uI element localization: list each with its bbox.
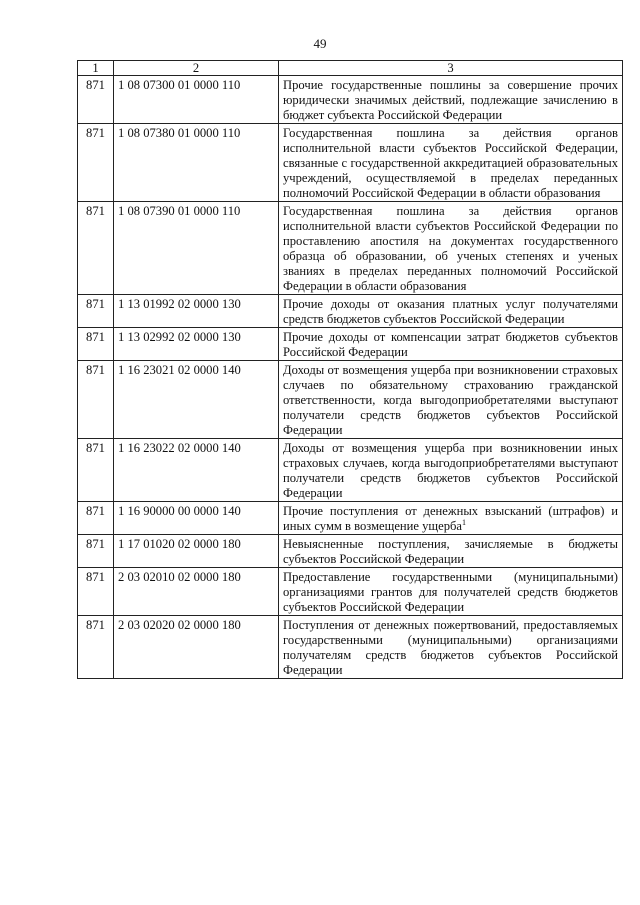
budget-code-cell: 1 08 07380 01 0000 110	[114, 124, 279, 202]
admin-code-cell: 871	[78, 361, 114, 439]
description-cell: Прочие государственные пошлины за совершение прочих юридически значимых действий, подлежащие зачислению в бюджет субъекта Российской Федерации	[279, 76, 623, 124]
budget-code-cell: 1 08 07300 01 0000 110	[114, 76, 279, 124]
budget-code-cell: 1 16 23021 02 0000 140	[114, 361, 279, 439]
table-row	[78, 328, 623, 361]
description-cell: Государственная пошлина за действия органов исполнительной власти субъектов Российской Федерации, связанные с государственной аккредитацией образовательных учреждений, осуществляемой в пределах переданных полномочий Российской Федерации в области образования	[279, 124, 623, 202]
table-row	[78, 124, 623, 202]
budget-code-cell: 1 17 01020 02 0000 180	[114, 535, 279, 568]
description-cell: Доходы от возмещения ущерба при возникновении иных страховых случаев, когда выгодоприобретателями выступают получатели средств бюджетов субъектов Российской Федерации	[279, 439, 623, 502]
description-cell: Доходы от возмещения ущерба при возникновении страховых случаев по обязательному страхованию гражданской ответственности, когда выгодоприобретателями выступают получатели средств бюджетов субъектов Российской Федерации	[279, 361, 623, 439]
admin-code-cell: 871	[78, 535, 114, 568]
page-number: 49	[313, 36, 327, 51]
budget-code-cell: 1 13 02992 02 0000 130	[114, 328, 279, 361]
admin-code-cell: 871	[78, 616, 114, 679]
description-cell: Государственная пошлина за действия органов исполнительной власти субъектов Российской Федерации по проставлению апостиля на документах государственного образца об образовании, об ученых степенях и ученых званиях в пределах переданных полномочий Российской Федерации в области образования	[279, 202, 623, 295]
admin-code-cell: 871	[78, 502, 114, 535]
header-col-3: 3	[279, 61, 623, 76]
admin-code-cell: 871	[78, 76, 114, 124]
description-cell: Невыясненные поступления, зачисляемые в бюджеты субъектов Российской Федерации	[279, 535, 623, 568]
table-row	[78, 535, 623, 568]
budget-code-cell: 1 16 23022 02 0000 140	[114, 439, 279, 502]
description-cell: Прочие доходы от оказания платных услуг получателями средств бюджетов субъектов Российской Федерации	[279, 295, 623, 328]
description-text: Прочие поступления от денежных взысканий (штрафов) и иных сумм в возмещение ущерба	[283, 504, 618, 533]
admin-code-cell: 871	[78, 439, 114, 502]
admin-code-cell: 871	[78, 328, 114, 361]
footnote-marker: 1	[462, 517, 467, 527]
description-cell: Предоставление государственными (муниципальными) организациями грантов для получателей средств бюджетов субъектов Российской Федерации	[279, 568, 623, 616]
description-cell: Прочие доходы от компенсации затрат бюджетов субъектов Российской Федерации	[279, 328, 623, 361]
table-row	[78, 439, 623, 502]
revenue-codes-table	[77, 60, 623, 679]
budget-code-cell: 1 08 07390 01 0000 110	[114, 202, 279, 295]
table-row	[78, 202, 623, 295]
budget-code-cell: 1 16 90000 00 0000 140	[114, 502, 279, 535]
admin-code-cell: 871	[78, 124, 114, 202]
header-col-2: 2	[114, 61, 279, 76]
admin-code-cell: 871	[78, 295, 114, 328]
description-cell	[279, 502, 623, 535]
budget-code-cell: 2 03 02010 02 0000 180	[114, 568, 279, 616]
header-row	[78, 61, 623, 76]
budget-code-cell: 2 03 02020 02 0000 180	[114, 616, 279, 679]
description-cell: Поступления от денежных пожертвований, предоставляемых государственными (муниципальными) организациями получателям средств бюджетов субъектов Российской Федерации	[279, 616, 623, 679]
table-row	[78, 361, 623, 439]
table-row	[78, 76, 623, 124]
budget-code-cell: 1 13 01992 02 0000 130	[114, 295, 279, 328]
admin-code-cell: 871	[78, 568, 114, 616]
table-row	[78, 568, 623, 616]
table-row	[78, 295, 623, 328]
admin-code-cell: 871	[78, 202, 114, 295]
header-col-1: 1	[78, 61, 114, 76]
table-row	[78, 616, 623, 679]
table-row	[78, 502, 623, 535]
